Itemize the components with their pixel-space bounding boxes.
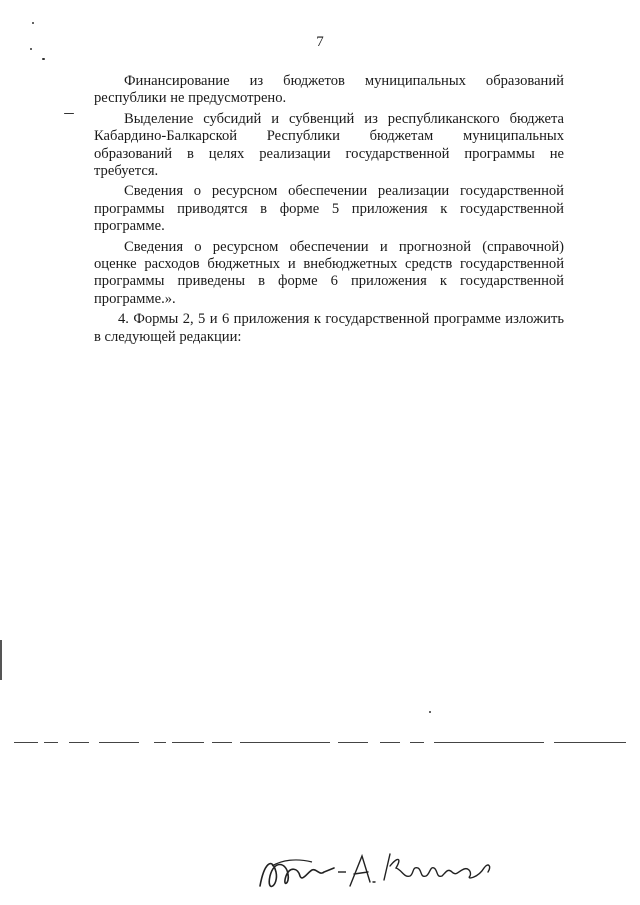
scan-line	[14, 741, 626, 745]
scan-speck	[64, 113, 74, 114]
paragraph-financing: Финансирование из бюджетов муниципальных образований республики не предусмотрено.	[94, 73, 564, 107]
paragraph-resource-form-5: Сведения о ресурсном обеспечении реализации государственной программы приводятся в форме 5 приложения к государственной программе.	[94, 183, 564, 235]
edge-mark	[0, 640, 2, 680]
document-body	[94, 73, 564, 349]
scan-speck	[42, 58, 45, 60]
paragraph-subsidies: Выделение субсидий и субвенций из республиканского бюджета Кабардино-Балкарской Республики бюджетам муниципальных образований в целях реализации государственной программы не требуется.	[94, 110, 564, 180]
scan-speck	[30, 48, 32, 50]
paragraph-resource-form-6: Сведения о ресурсном обеспечении и прогнозной (справочной) оценке расходов бюджетных и внебюджетных средств государственной программы приведены в форме 6 приложения к государственной программе.».	[94, 238, 564, 307]
signature	[252, 842, 502, 902]
scan-speck	[429, 711, 431, 713]
page-number: 7	[316, 34, 324, 50]
paragraph-amend-forms: 4. Формы 2, 5 и 6 приложения к государственной программе изложить в следующей редакции:	[94, 311, 564, 345]
scan-speck	[32, 22, 34, 24]
